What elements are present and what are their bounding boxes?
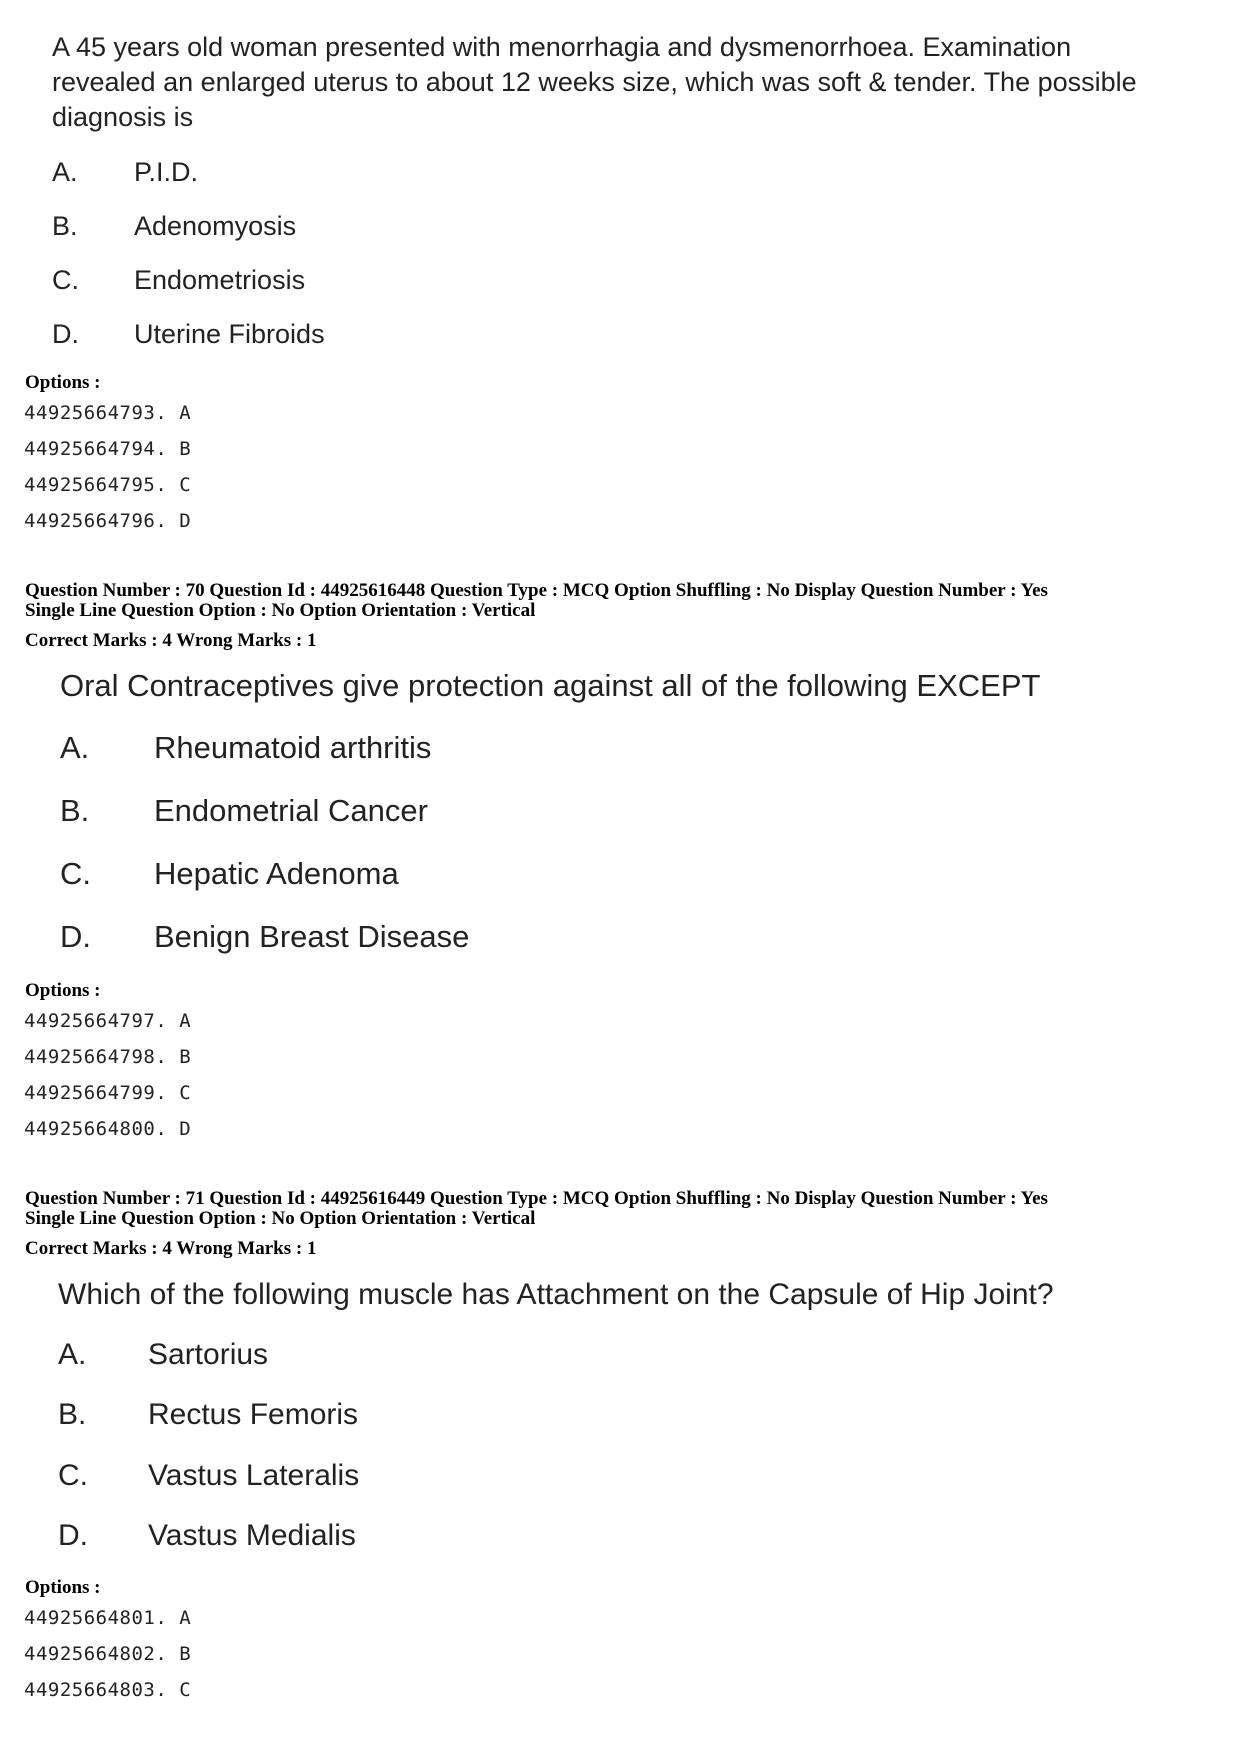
choice-letter: C. [52,265,79,295]
choice-b [60,793,428,829]
question-70-stem: Oral Contraceptives give protection against all of the following EXCEPT [60,668,1041,703]
option-id: 44925664803. C [24,1679,192,1701]
choice-a [60,730,432,766]
choice-text: Benign Breast Disease [154,919,470,954]
choice-text: P.I.D. [134,157,199,187]
choice-letter: D. [52,319,79,349]
question-71-meta: Question Number : 71 Question Id : 44925616449 Question Type : MCQ Option Shuffling : No Display Question Number : Yes [25,1188,1048,1209]
choice-letter: C. [58,1459,88,1492]
choice-letter: D. [58,1519,88,1552]
choice-d [58,1519,356,1553]
choice-letter: C. [60,856,91,891]
option-id: 44925664799. C [24,1082,192,1104]
choice-text: Endometrial Cancer [154,793,428,828]
option-id: 44925664794. B [24,438,192,460]
question-71-meta-2: Single Line Question Option : No Option Orientation : Vertical [25,1208,536,1229]
choice-text: Rectus Femoris [148,1398,359,1431]
question-71-marks: Correct Marks : 4 Wrong Marks : 1 [25,1238,317,1259]
option-id: 44925664798. B [24,1046,192,1068]
choice-letter: A. [58,1338,87,1371]
choice-text: Rheumatoid arthritis [154,730,432,765]
question-70-marks: Correct Marks : 4 Wrong Marks : 1 [25,630,317,651]
option-id: 44925664797. A [24,1010,192,1032]
options-label: Options : [25,1577,101,1598]
question-70-meta: Question Number : 70 Question Id : 44925616448 Question Type : MCQ Option Shuffling : No Display Question Number : Yes [25,580,1048,601]
option-id: 44925664793. A [24,402,192,424]
choice-text: Adenomyosis [134,211,297,241]
choice-c [60,856,399,892]
choice-letter: B. [52,211,78,241]
question-71-stem: Which of the following muscle has Attachment on the Capsule of Hip Joint? [58,1278,1054,1311]
choice-c [52,265,306,296]
option-id: 44925664795. C [24,474,192,496]
question-69-stem: A 45 years old woman presented with menorrhagia and dysmenorrhoea. Examination revealed an enlarged uterus to about 12 weeks size, which was soft & tender. The possible diagnosis is [52,32,1137,132]
choice-b [52,211,297,242]
choice-a [52,157,199,188]
option-id: 44925664800. D [24,1118,192,1140]
choice-letter: D. [60,919,91,954]
choice-d [52,319,325,350]
option-id: 44925664796. D [24,510,192,532]
option-id: 44925664802. B [24,1643,192,1665]
options-label: Options : [25,372,101,393]
choice-text: Vastus Medialis [148,1519,356,1552]
choice-text: Sartorius [148,1338,269,1371]
choice-b [58,1398,359,1432]
question-69-image [52,30,1172,135]
choice-c [58,1459,360,1493]
question-70-meta-2: Single Line Question Option : No Option Orientation : Vertical [25,600,536,621]
choice-text: Endometriosis [134,265,306,295]
choice-text: Hepatic Adenoma [154,856,399,891]
choice-d [60,919,470,955]
choice-letter: A. [60,730,90,765]
choice-letter: B. [58,1398,87,1431]
choice-letter: A. [52,157,78,187]
choice-text: Vastus Lateralis [148,1459,360,1492]
choice-text: Uterine Fibroids [134,319,325,349]
choice-a [58,1338,269,1372]
choice-letter: B. [60,793,90,828]
option-id: 44925664801. A [24,1607,192,1629]
options-label: Options : [25,980,101,1001]
